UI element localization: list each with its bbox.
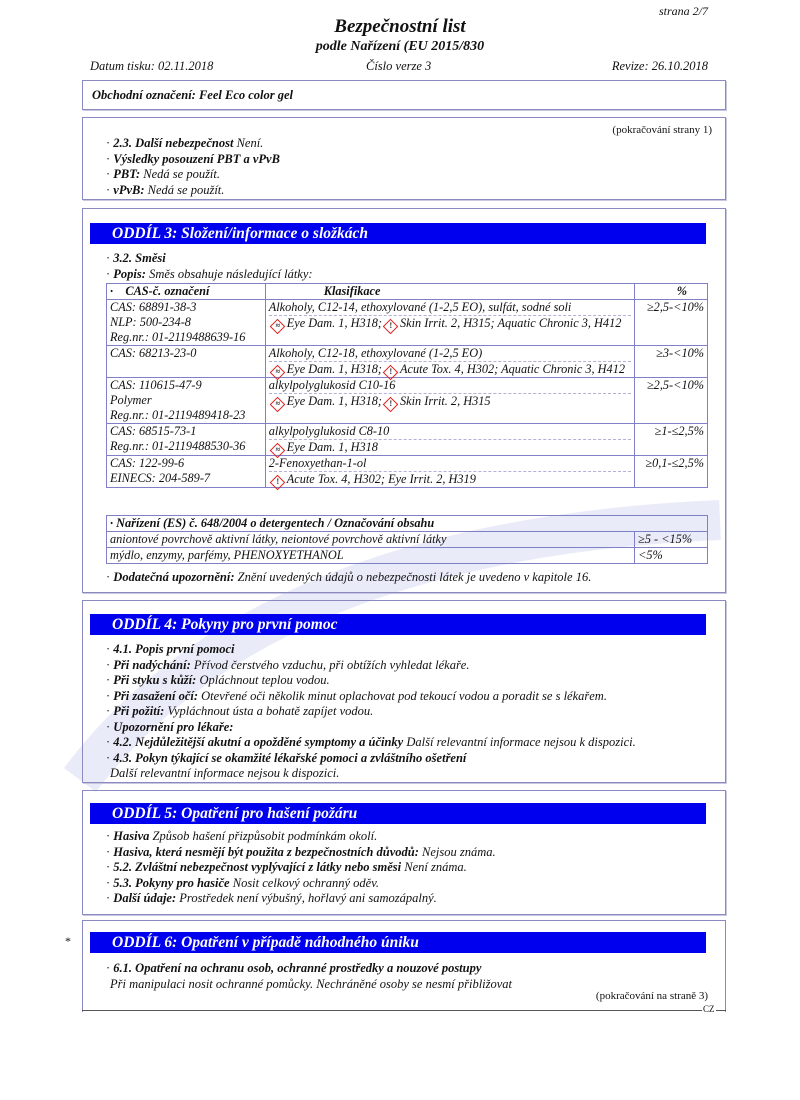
concentration: ≥2,5-<10% (635, 300, 708, 346)
hazard-text: Eye Dam. 1, H318 (286, 440, 378, 454)
substance-id: EINECS: 204-589-7 (110, 471, 211, 485)
detergent-heading: · Nařízení (ES) č. 648/2004 o detergentech / Označování obsahu (107, 516, 708, 532)
substance-id: NLP: 500-234-8 (110, 315, 191, 329)
list-item: Další relevantní informace nejsou k dispozici. (110, 766, 340, 780)
substance-id: Reg.nr.: 01-2119488530-36 (110, 439, 246, 453)
substance-ids (107, 424, 266, 456)
line-6-1: · 6.1. Opatření na ochranu osob, ochranné prostředky a nouzové postupy (106, 961, 482, 975)
substance-name: alkylpolyglukosid C10-16 (268, 378, 396, 392)
line-2-3: · 2.3. Další nebezpečnost Není. (106, 136, 264, 150)
list-item: · Upozornění pro lékaře: (106, 719, 234, 734)
col-header-pct: % (635, 284, 708, 300)
classification (265, 456, 634, 488)
table-row (107, 456, 708, 488)
substance-ids (107, 456, 266, 488)
footer-rule-end (716, 1010, 726, 1011)
list-item: · Při styku s kůží: Opláchnout teplou vodou. (106, 673, 330, 687)
list-item: · 4.2. Nejdůležitější akutní a opožděné symptomy a účinky Další relevantní informace nejsou k dispozici. (106, 735, 636, 749)
list-item: · Při požití: Vypláchnout ústa a bohatě zapíjet vodou. (106, 704, 374, 718)
substance-id: Reg.nr.: 01-2119488639-16 (110, 330, 246, 344)
continued-on: (pokračování na straně 3) (595, 990, 708, 1002)
hazard-text: Skin Irrit. 2, H315 (400, 394, 491, 408)
composition-table (106, 283, 708, 488)
table-row (107, 346, 708, 378)
list-item: · 4.1. Popis první pomoci (106, 642, 235, 656)
detergent-label: aniontové povrchově aktivní látky, neiontové povrchově aktivní látky (107, 532, 635, 548)
substance-id: CAS: 68515-73-1 (110, 424, 197, 438)
concentration: ≥3-<10% (635, 346, 708, 378)
col-header-klasifikace: Klasifikace (265, 284, 634, 300)
section5-lines (106, 829, 496, 907)
substance-name: Alkoholy, C12-18, ethoxylované (1-2,5 EO) (268, 346, 483, 360)
substance-id: CAS: 122-99-6 (110, 456, 185, 470)
corrosion-hazard-icon: ≈ (269, 319, 285, 335)
detergent-pct: <5% (635, 548, 708, 564)
classification (265, 424, 634, 456)
classification (265, 346, 634, 378)
exclamation-hazard-icon: ! (383, 397, 399, 413)
table-row (107, 300, 708, 346)
table-row (107, 548, 708, 564)
table-header-row (107, 284, 708, 300)
list-item: · Hasiva Způsob hašení přizpůsobit podmínkám okolí. (106, 829, 378, 843)
line-popis: · Popis: Směs obsahuje následující látky: (106, 266, 313, 281)
substance-id: CAS: 68213-23-0 (110, 346, 197, 360)
page-number: strana 2/7 (658, 4, 708, 18)
line-pbt-results: · Výsledky posouzení PBT a vPvB (106, 151, 280, 166)
hazard-text: Eye Dam. 1, H318; (286, 316, 383, 330)
list-item: · Při nadýchání: Přívod čerstvého vzduchu, při obtížích vyhledat lékaře. (106, 657, 470, 672)
substance-id: CAS: 68891-38-3 (110, 300, 197, 314)
list-item: · 4.3. Pokyn týkající se okamžité lékařské pomoci a zvláštního ošetření (106, 750, 467, 765)
section3-intro (106, 251, 313, 282)
concentration: ≥1-≤2,5% (635, 424, 708, 456)
line-pbt: · PBT: Nedá se použít. (106, 167, 220, 181)
version-number: Číslo verze 3 (366, 59, 432, 73)
section4-lines (106, 642, 636, 782)
hazard-statements (269, 315, 631, 331)
section3-heading: ODDÍL 3: Složení/informace o složkách (90, 223, 706, 244)
hazard-text: Eye Dam. 1, H318; (286, 394, 383, 408)
list-item: · Při zasažení očí: Otevřené oči několik minut oplachovat pod tekoucí vodou a poradit se s lékařem. (106, 688, 607, 703)
corrosion-hazard-icon: ≈ (269, 443, 285, 459)
hazard-statements (269, 361, 631, 377)
col-header-cas: · CAS-č. označení (107, 284, 266, 300)
exclamation-hazard-icon: ! (383, 319, 399, 335)
line-6-1-text: Při manipulaci nosit ochranné pomůcky. Nechráněné osoby se nesmí přibližovat (110, 976, 513, 991)
concentration: ≥2,5-<10% (635, 378, 708, 424)
document-subtitle: podle Nařízení (EU 2015/830 (315, 39, 485, 54)
exclamation-hazard-icon: ! (383, 365, 399, 381)
substance-id: Reg.nr.: 01-2119489418-23 (110, 408, 246, 422)
hazard-text: Acute Tox. 4, H302; Eye Irrit. 2, H319 (286, 472, 476, 486)
hazard-statements (269, 439, 631, 455)
corrosion-hazard-icon: ≈ (269, 397, 285, 413)
detergent-pct: ≥5 - <15% (635, 532, 708, 548)
substance-id: Polymer (110, 393, 152, 407)
detergent-label: mýdlo, enzymy, parfémy, PHENOXYETHANOL (107, 548, 635, 564)
list-item: · Další údaje: Prostředek není výbušný, hořlavý ani samozápalný. (106, 891, 437, 905)
revision-date: Revize: 26.10.2018 (611, 59, 708, 73)
document-title: Bezpečnostní list (334, 16, 466, 37)
substance-name: alkylpolyglukosid C8-10 (268, 424, 390, 438)
language-code: CZ (703, 1004, 715, 1014)
section4-heading: ODDÍL 4: Pokyny pro první pomoc (90, 614, 706, 635)
trade-name: Obchodní označení: Feel Eco color gel (92, 88, 294, 102)
additional-note: · Dodatečná upozornění: Znění uvedených údajů o nebezpečnosti látek je uvedeno v kapitole 16. (106, 570, 592, 584)
hazard-text: Acute Tox. 4, H302; Aquatic Chronic 3, H412 (400, 362, 626, 376)
footer-rule (82, 1010, 702, 1011)
hazard-text: Skin Irrit. 2, H315; Aquatic Chronic 3, H412 (400, 316, 622, 330)
hazard-statements (269, 393, 631, 409)
corrosion-hazard-icon: ≈ (269, 365, 285, 381)
table-row (107, 378, 708, 424)
print-date: Datum tisku: 02.11.2018 (90, 59, 214, 73)
table-row (107, 424, 708, 456)
list-item: · 5.2. Zvláštní nebezpečnost vyplývající z látky nebo směsi Není známa. (106, 860, 467, 874)
section5-heading: ODDÍL 5: Opatření pro hašení požáru (90, 803, 706, 824)
classification (265, 300, 634, 346)
substance-ids (107, 346, 266, 378)
line-vpvb: · vPvB: Nedá se použít. (106, 182, 225, 197)
section6-heading: ODDÍL 6: Opatření v případě náhodného úniku (90, 932, 706, 953)
line-3-2: · 3.2. Směsi (106, 251, 166, 265)
detergent-table (106, 515, 708, 564)
substance-ids (107, 378, 266, 424)
exclamation-hazard-icon: ! (269, 475, 285, 491)
substance-ids (107, 300, 266, 346)
classification (265, 378, 634, 424)
hazard-text: Eye Dam. 1, H318; (286, 362, 383, 376)
section2-lines (106, 136, 280, 198)
substance-name: 2-Fenoxyethan-1-ol (268, 456, 367, 470)
list-item: · Hasiva, která nesmějí být použita z bezpečnostních důvodů: Nejsou známa. (106, 844, 496, 859)
change-marker: * (65, 934, 71, 948)
substance-id: CAS: 110615-47-9 (110, 378, 202, 392)
detergent-heading-row (107, 516, 708, 532)
concentration: ≥0,1-≤2,5% (635, 456, 708, 488)
hazard-statements (269, 471, 631, 487)
substance-name: Alkoholy, C12-14, ethoxylované (1-2,5 EO), sulfát, sodné soli (268, 300, 572, 314)
table-row (107, 532, 708, 548)
continued-from: (pokračování strany 1) (612, 124, 712, 136)
list-item: · 5.3. Pokyny pro hasiče Nosit celkový ochranný oděv. (106, 875, 379, 890)
section6-lines (106, 961, 512, 992)
